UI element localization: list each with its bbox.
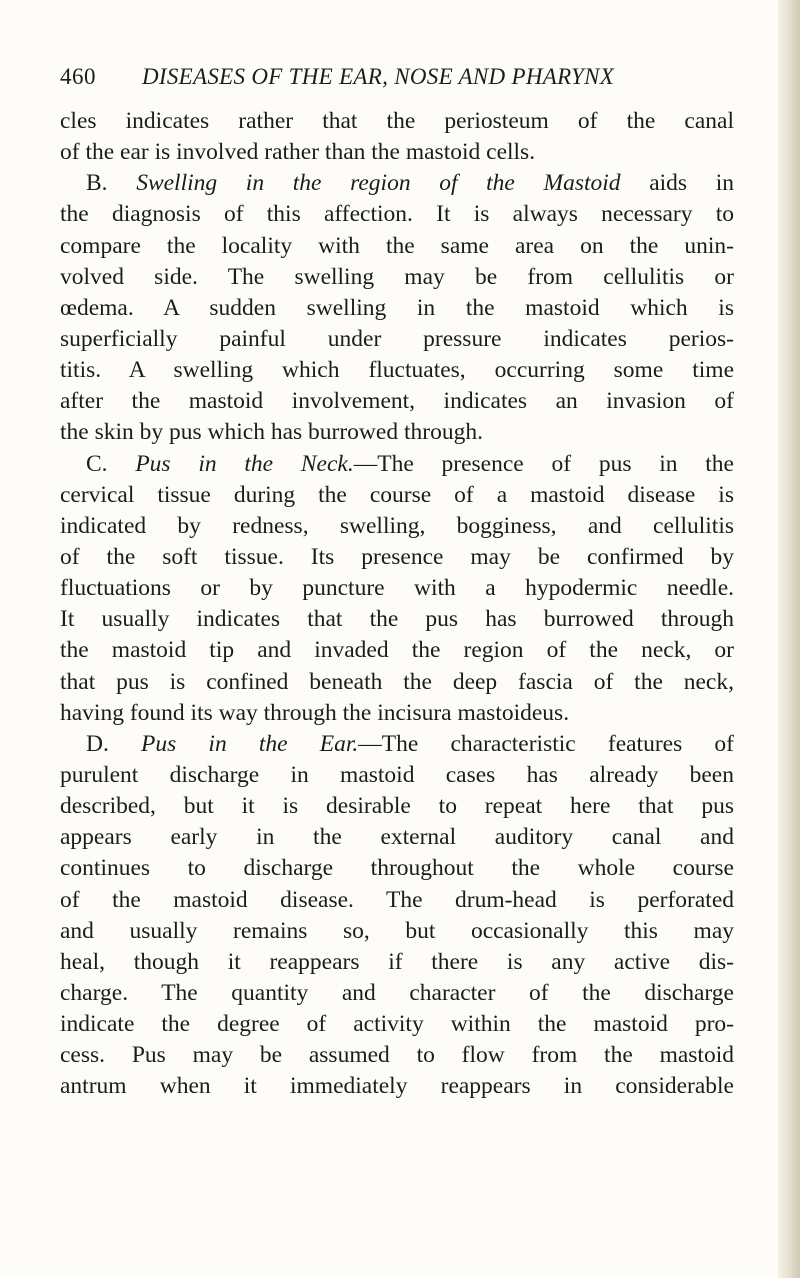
line-text: appears early in the external auditory canal and: [60, 824, 734, 851]
line-text: —The characteristic features of: [358, 730, 734, 757]
text-line: [60, 947, 734, 978]
line-text: after the mastoid involvement, indicates an invasion of: [60, 388, 734, 415]
page-number: 460: [60, 64, 96, 89]
line-text: of the ear is involved rather than the mastoid cells.: [60, 139, 536, 166]
text-line: [60, 1071, 734, 1102]
text-line: [60, 293, 734, 324]
running-header: [60, 62, 740, 92]
text-line: [60, 106, 734, 137]
line-text: It usually indicates that the pus has burrowed through: [60, 606, 734, 633]
line-text: the skin by pus which has burrowed through.: [60, 419, 483, 446]
line-text: cles indicates rather that the periosteum of the canal: [60, 108, 734, 134]
text-line: [60, 822, 734, 853]
text-line: [60, 262, 734, 293]
page-edge-shadow: [778, 0, 800, 1278]
text-line: [60, 386, 734, 417]
text-line: [60, 1009, 734, 1040]
line-text: and usually remains so, but occasionally this may: [60, 917, 734, 944]
line-text: that pus is confined beneath the deep fascia of the neck,: [60, 668, 734, 695]
text-line: [60, 199, 734, 230]
body-text: [60, 106, 734, 1103]
text-line: [60, 417, 734, 448]
text-line: [60, 480, 734, 511]
text-line: [60, 916, 734, 947]
text-line: [60, 324, 734, 355]
line-text: volved side. The swelling may be from cellulitis or: [60, 263, 734, 290]
text-line: [60, 791, 734, 822]
line-text: titis. A swelling which fluctuates, occurring some time: [60, 357, 734, 384]
text-line: [60, 1040, 734, 1071]
text-line: [60, 604, 734, 635]
line-text: continues to discharge throughout the whole course: [60, 855, 734, 882]
line-text: the diagnosis of this affection. It is always necessary to: [60, 201, 734, 228]
section-heading-line: [60, 729, 734, 760]
text-line: [60, 573, 734, 604]
text-line: [60, 137, 734, 168]
section-letter: C.: [86, 450, 136, 477]
line-text: cervical tissue during the course of a mastoid disease is: [60, 481, 734, 508]
section-heading-line: [60, 168, 734, 199]
line-text: the mastoid tip and invaded the region of the neck, or: [60, 637, 734, 664]
line-text: of the soft tissue. Its presence may be confirmed by: [60, 543, 734, 570]
line-text: heal, though it reappears if there is any active dis-: [60, 948, 734, 975]
line-text: œdema. A sudden swelling in the mastoid which is: [60, 294, 734, 321]
text-line: [60, 542, 734, 573]
line-text: indicated by redness, swelling, bogginess, and cellulitis: [60, 512, 734, 539]
section-label: Swelling in the region of the Mastoid: [136, 170, 621, 197]
text-line: [60, 978, 734, 1009]
section-heading-line: [60, 449, 734, 480]
text-line: [60, 885, 734, 916]
text-line: [60, 760, 734, 791]
line-text: superficially painful under pressure indicates perios-: [60, 325, 734, 352]
text-line: [60, 667, 734, 698]
line-text: compare the locality with the same area on the unin-: [60, 232, 734, 259]
line-text: charge. The quantity and character of the discharge: [60, 979, 734, 1006]
section-letter: D.: [86, 730, 142, 757]
line-text: having found its way through the incisura mastoideus.: [60, 699, 570, 726]
section-label: Pus in the Ear.: [141, 730, 359, 757]
line-text: purulent discharge in mastoid cases has already been: [60, 761, 734, 788]
text-line: [60, 231, 734, 262]
text-line: [60, 853, 734, 884]
text-line: [60, 511, 734, 542]
text-line: [60, 698, 734, 729]
line-text: —The presence of pus in the: [353, 450, 734, 477]
running-title: DISEASES OF THE EAR, NOSE AND PHARYNX: [142, 64, 615, 89]
line-text: indicate the degree of activity within the mastoid pro-: [60, 1011, 734, 1038]
line-text: fluctuations or by puncture with a hypodermic needle.: [60, 575, 734, 602]
line-text: described, but it is desirable to repeat here that pus: [60, 793, 734, 820]
line-text: aids in: [620, 170, 734, 197]
text-line: [60, 355, 734, 386]
text-line: [60, 635, 734, 666]
section-letter: B.: [86, 170, 137, 197]
line-text: of the mastoid disease. The drum-head is perforated: [60, 886, 734, 913]
line-text: antrum when it immediately reappears in considerable: [60, 1073, 734, 1100]
section-label: Pus in the Neck.: [135, 450, 354, 477]
line-text: cess. Pus may be assumed to flow from the mastoid: [60, 1042, 734, 1069]
